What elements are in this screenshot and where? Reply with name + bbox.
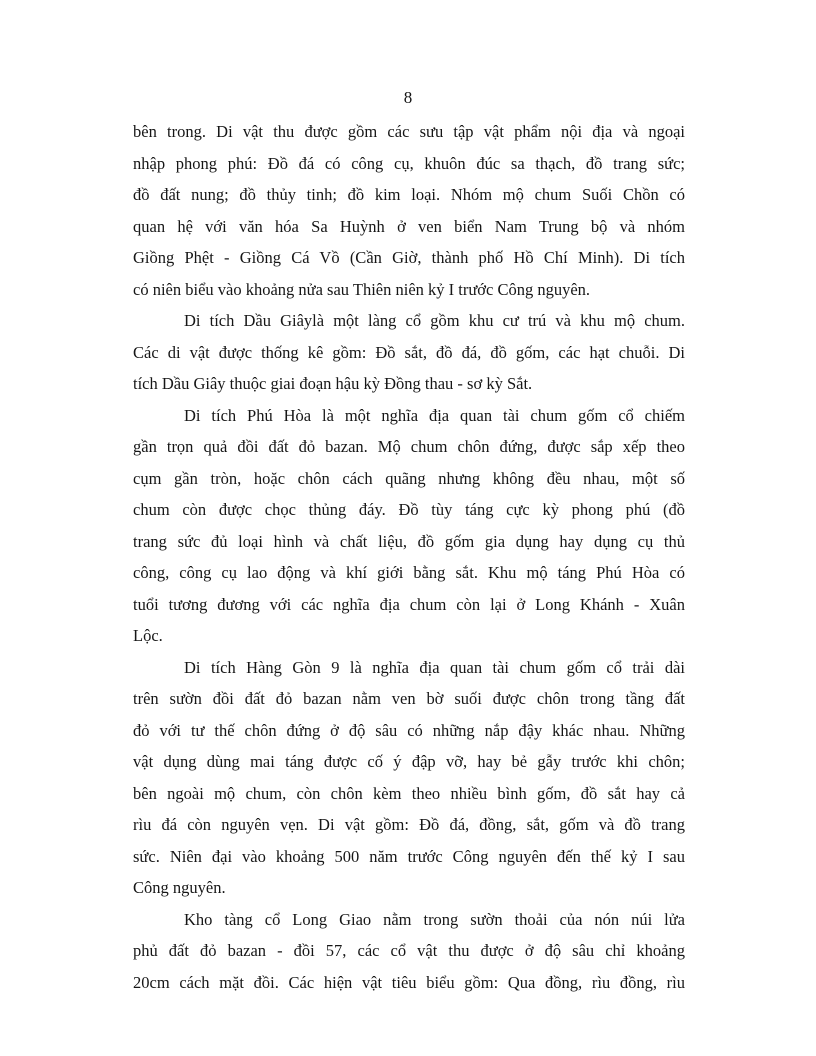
text-line: Di tích Phú Hòa là một nghĩa địa quan tài chum gốm cổ chiếm [184,405,685,425]
text-line: bên trong. Di vật thu được gồm các sưu tập vật phẩm nội địa và ngoại [133,122,685,141]
text-line: trang sức đủ loại hình và chất liệu, đồ gốm gia dụng hay dụng cụ thủ [133,531,685,551]
text-line: Di tích Dầu Giâylà một làng cổ gồm khu cư trú và khu mộ chum. [184,311,685,330]
text-line: đồ đất nung; đồ thủy tinh; đồ kim loại. Nhóm mộ chum Suối Chồn có [133,185,685,204]
paragraph [133,116,685,305]
text-line: Giồng Phệt - Giồng Cá Vồ (Cần Giờ, thành phố Hồ Chí Minh). Di tích [133,248,685,267]
text-line: trên sườn đồi đất đỏ bazan nằm ven bờ suối được chôn trong tầng đất [133,689,685,708]
paragraph [133,400,685,652]
text-line: Di tích Hàng Gòn 9 là nghĩa địa quan tài chum gốm cổ trải dài [184,657,685,677]
text-line: có niên biểu vào khoảng nửa sau Thiên niên kỷ I trước Công nguyên. [133,279,591,299]
text-line: Công nguyên. [133,878,226,897]
text-line: công, công cụ lao động và khí giới bằng sắt. Khu mộ táng Phú Hòa có [133,563,685,582]
paragraph [133,305,685,400]
page-number: 8 [403,88,413,107]
text-line: 20cm cách mặt đồi. Các hiện vật tiêu biểu gồm: Qua đồng, rìu đồng, rìu [133,972,685,992]
body-text [133,116,685,998]
text-line: Kho tàng cổ Long Giao nằm trong sườn thoải của nón núi lửa [184,909,685,929]
text-line: sức. Niên đại vào khoảng 500 năm trước Công nguyên đến thế kỷ I sau [133,846,685,866]
text-line: tuổi tương đương với các nghĩa địa chum còn lại ở Long Khánh - Xuân [133,594,685,614]
text-line: vật dụng dùng mai táng được cố ý đập vỡ, hay bẻ gẫy trước khi chôn; [133,752,685,771]
paragraph [133,904,685,999]
text-line: quan hệ với văn hóa Sa Huỳnh ở ven biển Nam Trung bộ và nhóm [133,216,685,236]
text-line: Lộc. [133,626,163,645]
text-line: nhập phong phú: Đồ đá có công cụ, khuôn đúc sa thạch, đồ trang sức; [133,153,685,173]
text-line: tích Dầu Giây thuộc giai đoạn hậu kỳ Đồng thau - sơ kỳ Sắt. [133,374,533,393]
text-line: Các di vật được thống kê gồm: Đồ sắt, đồ đá, đồ gốm, các hạt chuỗi. Di [133,342,685,362]
text-line: phủ đất đỏ bazan - đồi 57, các cổ vật thu được ở độ sâu chỉ khoảng [133,941,685,960]
text-line: gần trọn quả đồi đất đỏ bazan. Mộ chum chôn đứng, được sắp xếp theo [133,437,685,456]
text-line: rìu đá còn nguyên vẹn. Di vật gồm: Đồ đá, đồng, sắt, gốm và đồ trang [133,815,685,834]
paragraph [133,652,685,904]
text-line: chum còn được chọc thủng đáy. Đồ tùy táng cực kỳ phong phú (đồ [133,500,685,519]
text-line: cụm gần tròn, hoặc chôn cách quãng nhưng không đều nhau, một số [133,468,685,488]
text-line: bên ngoài mộ chum, còn chôn kèm theo nhiều bình gốm, đồ sắt hay cả [133,783,685,803]
text-line: đỏ với tư thế chôn đứng ở độ sâu có những nắp đậy khác nhau. Những [133,720,685,740]
